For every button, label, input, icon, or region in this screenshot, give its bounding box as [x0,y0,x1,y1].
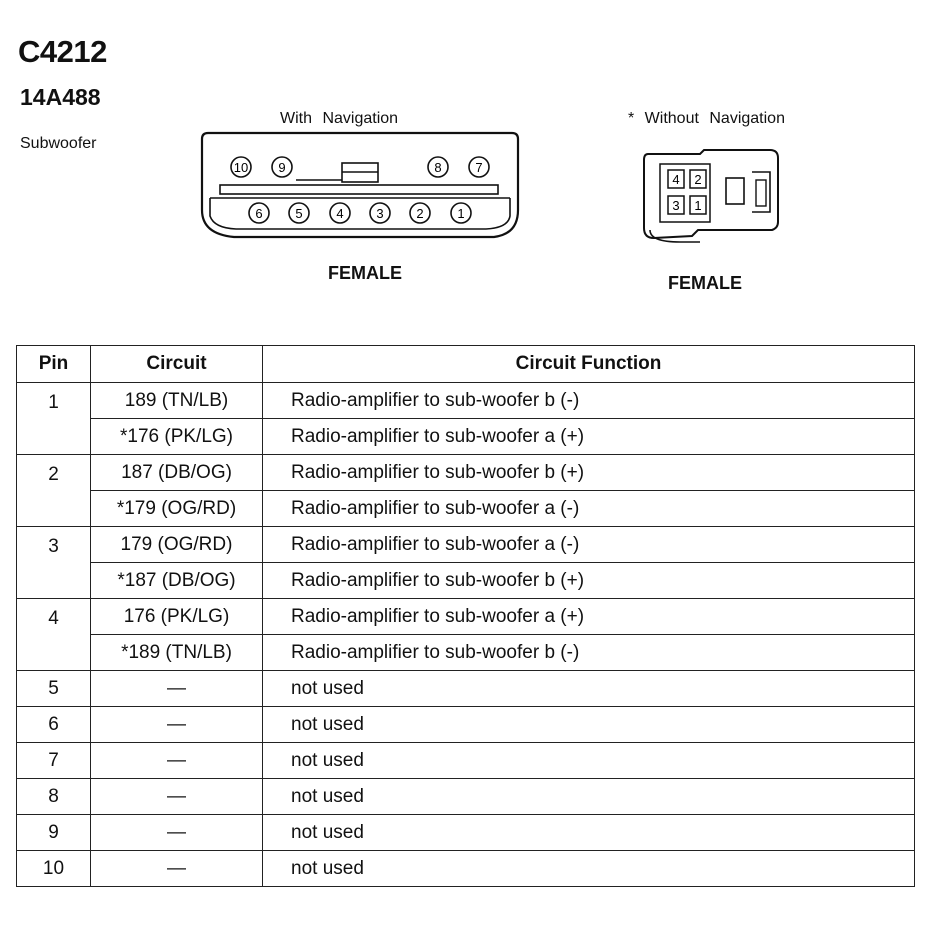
circuit-cell: 179 (OG/RD) [91,527,263,563]
circuit-cell: 176 (PK/LG) [91,599,263,635]
table-header-row [17,346,915,383]
circuit-function-cell: Radio-amplifier to sub-woofer a (+) [263,419,915,455]
pin-number-label: 1 [694,198,702,213]
circuit-function-cell: Radio-amplifier to sub-woofer a (-) [263,491,915,527]
table-row [17,563,915,599]
table-row [17,779,915,815]
table-row [17,455,915,491]
pin-number-label: 3 [376,206,384,221]
circuit-cell: 189 (TN/LB) [91,383,263,419]
connector-id: C4212 [18,34,107,69]
circuit-cell: — [91,815,263,851]
table-row [17,491,915,527]
circuit-cell: *176 (PK/LG) [91,419,263,455]
circuit-cell: — [91,671,263,707]
without-navigation-label: * Without Navigation [628,110,785,127]
circuit-cell: — [91,743,263,779]
pin-number-label: 6 [255,206,263,221]
circuit-function-cell: Radio-amplifier to sub-woofer a (+) [263,599,915,635]
header-circuit-function: Circuit Function [263,346,915,383]
table-row [17,383,915,419]
pin-number-cell: 5 [17,671,91,707]
without-navigation-gender-label: FEMALE [668,273,742,293]
table-row [17,707,915,743]
component-name: Subwoofer [20,135,97,152]
circuit-function-cell: not used [263,707,915,743]
table-row [17,815,915,851]
circuit-cell: 187 (DB/OG) [91,455,263,491]
connector-4-pin-diagram [640,150,782,246]
circuit-function-cell: Radio-amplifier to sub-woofer b (-) [263,635,915,671]
circuit-function-cell: Radio-amplifier to sub-woofer a (-) [263,527,915,563]
connector-10-pin-diagram [196,130,526,242]
pin-number-label: 4 [672,172,680,187]
circuit-cell: *179 (OG/RD) [91,491,263,527]
pin-number-cell: 4 [17,599,91,671]
with-navigation-gender-label: FEMALE [328,263,402,283]
circuit-cell: *187 (DB/OG) [91,563,263,599]
table-row [17,671,915,707]
pin-number-cell: 10 [17,851,91,887]
circuit-function-cell: not used [263,779,915,815]
pin-number-cell: 9 [17,815,91,851]
circuit-cell: — [91,707,263,743]
circuit-function-cell: Radio-amplifier to sub-woofer b (+) [263,563,915,599]
circuit-function-cell: not used [263,851,915,887]
table-row [17,851,915,887]
circuit-function-cell: Radio-amplifier to sub-woofer b (-) [263,383,915,419]
circuit-cell: — [91,779,263,815]
circuit-function-cell: not used [263,815,915,851]
pin-number-label: 3 [672,198,680,213]
circuit-function-cell: not used [263,671,915,707]
pin-function-table [16,345,915,887]
table-row [17,743,915,779]
pin-number-label: 7 [475,160,483,175]
header-pin: Pin [17,346,91,383]
pin-number-cell: 1 [17,383,91,455]
pin-number-cell: 8 [17,779,91,815]
pin-number-label: 8 [434,160,442,175]
pin-number-label: 2 [694,172,702,187]
table-row [17,599,915,635]
with-navigation-label: With Navigation [280,110,399,127]
pin-number-label: 2 [416,206,424,221]
pin-number-label: 5 [295,206,303,221]
table-row [17,527,915,563]
circuit-cell: *189 (TN/LB) [91,635,263,671]
pin-number-label: 4 [336,206,344,221]
pin-number-label: 10 [233,160,249,175]
pin-number-cell: 7 [17,743,91,779]
circuit-function-cell: not used [263,743,915,779]
table-row [17,635,915,671]
pin-number-cell: 3 [17,527,91,599]
circuit-function-cell: Radio-amplifier to sub-woofer b (+) [263,455,915,491]
part-number: 14A488 [20,84,101,110]
pin-number-label: 1 [457,206,465,221]
header-circuit: Circuit [91,346,263,383]
pin-number-label: 9 [278,160,286,175]
table-row [17,419,915,455]
pin-number-cell: 2 [17,455,91,527]
circuit-cell: — [91,851,263,887]
pin-number-cell: 6 [17,707,91,743]
